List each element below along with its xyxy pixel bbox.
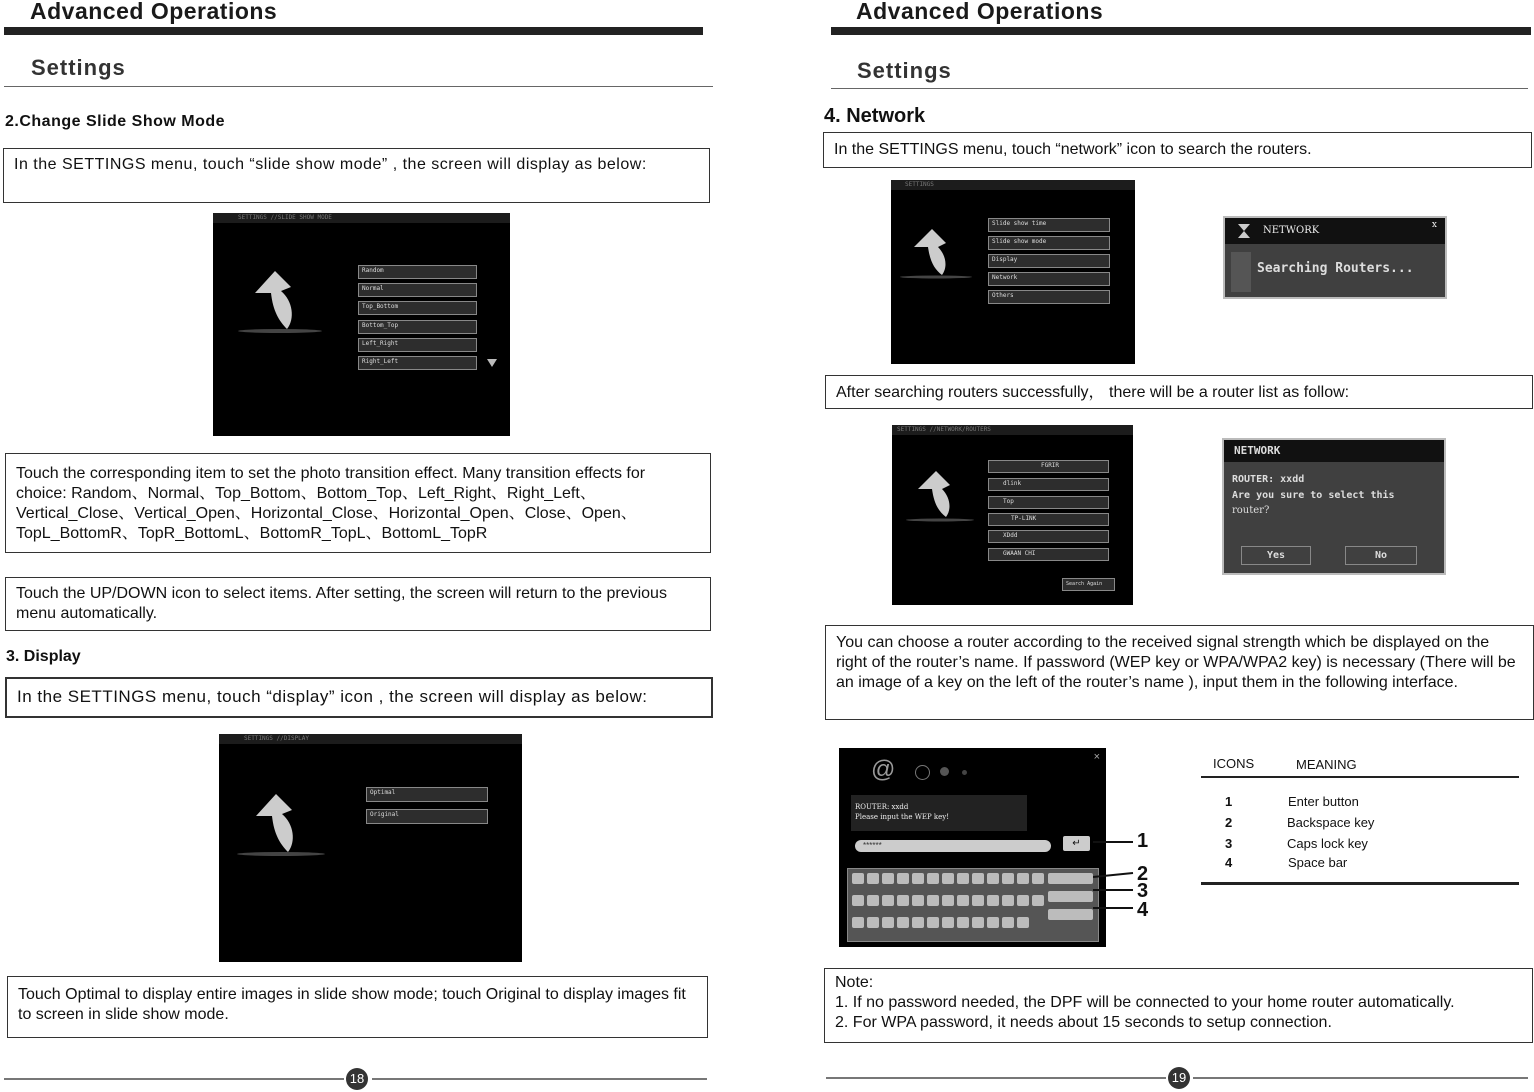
no-button[interactable]: No — [1345, 546, 1417, 565]
icon-num: 2 — [1225, 815, 1233, 830]
menu-item-random[interactable]: Random — [358, 265, 477, 279]
right-header-bar — [831, 27, 1531, 35]
dialog-title: NETWORK — [1263, 225, 1320, 236]
left-footer-rule — [4, 1078, 344, 1080]
menu-item-slide-show-mode[interactable]: Slide show mode — [988, 236, 1110, 250]
router-line: ROUTER: xxdd — [1232, 474, 1305, 485]
screen-title: SETTINGS //SLIDE SHOW MODE — [213, 213, 510, 223]
keyboard-key[interactable] — [972, 873, 984, 884]
callout-2: 2 — [1137, 863, 1149, 885]
keyboard-key[interactable] — [942, 917, 954, 928]
icon-meaning: Backspace key — [1287, 815, 1375, 830]
callout-lines — [1093, 830, 1138, 920]
keyboard-key[interactable] — [912, 917, 924, 928]
menu-item-left-right[interactable]: Left_Right — [358, 338, 477, 352]
keyboard-key[interactable] — [1032, 895, 1044, 906]
menu-item-optimal[interactable]: Optimal — [366, 787, 488, 802]
menu-item-others[interactable]: Others — [988, 290, 1110, 304]
keyboard-key[interactable] — [897, 873, 909, 884]
wep-keyboard-screenshot — [839, 748, 1106, 947]
table-bottom-rule — [1201, 882, 1519, 885]
transition-effects-box: Touch the corresponding item to set the photo transition effect. Many transition effects for choice: Random、Normal、Top_Bottom、Bottom_Top、Left_Right、Right_Left、Vertical_Close、Vertical_Open、Horizontal_Close、Horizontal_Open、Close、Open、TopL_BottomR、TopR_BottomL、BottomR_TopL、BottomL_TopR — [5, 453, 711, 553]
back-arrow-icon — [902, 467, 982, 525]
router-confirm-dialog — [1222, 438, 1446, 575]
dialog-title: NETWORK — [1224, 440, 1444, 462]
network-icon — [940, 767, 949, 776]
keyboard-key[interactable] — [882, 917, 894, 928]
router-item[interactable]: XDdd — [988, 530, 1109, 543]
icon-meaning: Caps lock key — [1287, 836, 1368, 851]
callout-1: 1 — [1137, 830, 1149, 852]
keyboard-key[interactable] — [852, 873, 864, 884]
back-arrow-icon — [234, 786, 329, 861]
router-line: ROUTER: xxdd — [855, 803, 909, 811]
router-item[interactable]: FGRIR — [988, 460, 1109, 473]
section-2-title: 2.Change Slide Show Mode — [5, 113, 226, 130]
keyboard-key[interactable] — [852, 917, 864, 928]
callout-4: 4 — [1137, 899, 1149, 921]
right-subheader-rule — [831, 88, 1528, 89]
left-page-subheader: Settings — [31, 55, 126, 80]
menu-item-normal[interactable]: Normal — [358, 283, 477, 297]
keyboard-key[interactable] — [882, 895, 894, 906]
menu-item-top-bottom[interactable]: Top_Bottom — [358, 301, 477, 315]
page-number-19: 19 — [1168, 1067, 1190, 1089]
keyboard-key[interactable] — [972, 895, 984, 906]
left-header-bar — [4, 27, 703, 35]
router-item[interactable]: GWAAN CHI — [988, 548, 1109, 561]
menu-item-slide-show-time[interactable]: Slide show time — [988, 218, 1110, 232]
prompt-panel — [851, 795, 1027, 831]
enter-button[interactable]: ↵ — [1063, 836, 1090, 851]
note-line-2: 2. For WPA password, it needs about 15 seconds to setup connection. — [835, 1014, 1332, 1031]
router-choice-box: You can choose a router according to the received signal strength which be displayed on the right of the router’s name. If password (WEP key or WPA/WPA2 key) is necessary (There will be an image of a key on the left of the router’s name ), input them in the following interface. — [825, 625, 1534, 720]
routers-screenshot — [892, 425, 1133, 605]
icons-column-header: ICONS — [1213, 756, 1255, 771]
confirm-question-end: router? — [1232, 505, 1270, 516]
space-bar-key[interactable] — [1048, 909, 1093, 920]
right-footer-rule-right — [1193, 1077, 1528, 1079]
note-title: Note: — [835, 974, 874, 991]
scroll-down-icon[interactable] — [486, 358, 498, 368]
table-top-rule — [1201, 776, 1519, 778]
icon-num: 3 — [1225, 836, 1233, 851]
screen-title: SETTINGS //DISPLAY — [219, 734, 522, 744]
menu-item-original[interactable]: Original — [366, 809, 488, 824]
keyboard-key[interactable] — [1017, 895, 1029, 906]
meaning-column-header: MEANING — [1296, 757, 1357, 772]
keyboard-key[interactable] — [867, 873, 879, 884]
page-number-18: 18 — [346, 1068, 368, 1090]
slideshow-mode-screenshot — [213, 213, 510, 436]
note-box — [824, 968, 1533, 1043]
keyboard-key[interactable] — [912, 873, 924, 884]
router-item[interactable]: dlink — [988, 478, 1109, 491]
right-footer-rule — [826, 1077, 1166, 1079]
password-input[interactable]: ****** — [855, 840, 1051, 852]
updown-instruction-box: Touch the UP/DOWN icon to select items. After setting, the screen will return to the previous menu automatically. — [5, 577, 711, 631]
left-footer-rule-right — [372, 1078, 707, 1080]
keyboard-key[interactable] — [912, 895, 924, 906]
icon-meaning: Space bar — [1288, 855, 1348, 870]
menu-item-display[interactable]: Display — [988, 254, 1110, 268]
keyboard-key[interactable] — [942, 895, 954, 906]
slideshow-intro-box: In the SETTINGS menu, touch “slide show mode” , the screen will display as below: — [3, 148, 710, 203]
callout-3: 3 — [1137, 880, 1149, 902]
keyboard-key[interactable] — [987, 917, 999, 928]
keyboard-key[interactable] — [1032, 873, 1044, 884]
confirm-question: Are you sure to select this — [1232, 490, 1395, 501]
section-4-title: 4. Network — [824, 105, 926, 127]
keyboard-key[interactable] — [867, 895, 879, 906]
display-intro-box: In the SETTINGS menu, touch “display” icon , the screen will display as below: — [5, 677, 713, 718]
settings-screenshot — [891, 180, 1135, 364]
back-arrow-icon — [235, 263, 325, 338]
keyboard — [847, 868, 1099, 942]
left-page-header: Advanced Operations — [30, 0, 278, 24]
left-subheader-rule — [4, 86, 713, 87]
right-page-header: Advanced Operations — [856, 0, 1104, 24]
menu-item-right-left[interactable]: Right_Left — [358, 356, 477, 370]
keyboard-key[interactable] — [957, 895, 969, 906]
keyboard-key[interactable] — [1017, 917, 1029, 928]
back-arrow-icon — [896, 225, 981, 280]
keyboard-key[interactable] — [1017, 873, 1029, 884]
menu-item-network[interactable]: Network — [988, 272, 1110, 286]
keyboard-key[interactable] — [897, 895, 909, 906]
wep-prompt: Please input the WEP key! — [855, 813, 950, 821]
hourglass-icon — [1237, 223, 1251, 239]
backspace-key[interactable] — [1048, 873, 1093, 884]
icon-num: 1 — [1225, 794, 1233, 809]
icon-meaning: Enter button — [1288, 794, 1359, 809]
keyboard-key[interactable] — [1002, 873, 1014, 884]
keyboard-key[interactable] — [987, 873, 999, 884]
section-3-title: 3. Display — [6, 648, 81, 665]
network-intro-box: In the SETTINGS menu, touch “network” icon to search the routers. — [823, 132, 1532, 168]
close-icon[interactable]: x — [1431, 220, 1437, 230]
optimal-original-box: Touch Optimal to display entire images in slide show mode; touch Original to display images fit to screen in slide show mode. — [7, 976, 708, 1038]
screen-title: SETTINGS //NETWORK/ROUTERS — [892, 425, 1133, 435]
keyboard-key[interactable] — [942, 873, 954, 884]
router-list-intro-box: After searching routers successfully， there will be a router list as follow: — [825, 375, 1533, 409]
icon-num: 4 — [1225, 855, 1233, 870]
keyboard-key[interactable] — [987, 895, 999, 906]
keyboard-key[interactable] — [852, 895, 864, 906]
caps-lock-key[interactable] — [1048, 891, 1093, 902]
keyboard-key[interactable] — [972, 917, 984, 928]
at-icon: @ — [871, 756, 896, 783]
display-screenshot — [219, 734, 522, 962]
right-page-subheader: Settings — [857, 58, 952, 83]
note-line-1: 1. If no password needed, the DPF will be connected to your home router automatically. — [835, 994, 1455, 1011]
keyboard-key[interactable] — [927, 895, 939, 906]
dialog-titlebar — [1225, 218, 1445, 244]
yes-button[interactable]: Yes — [1241, 546, 1311, 565]
router-item[interactable]: Top — [988, 496, 1109, 509]
keyboard-key[interactable] — [927, 917, 939, 928]
searching-message: Searching Routers... — [1257, 261, 1414, 276]
keyboard-key[interactable] — [1002, 917, 1014, 928]
status-dot-icon — [962, 770, 967, 775]
close-icon[interactable]: × — [1093, 751, 1100, 763]
dialog-icon-panel — [1231, 252, 1251, 292]
keyboard-key[interactable] — [927, 873, 939, 884]
keyboard-key[interactable] — [957, 917, 969, 928]
keyboard-key[interactable] — [882, 873, 894, 884]
screen-title: SETTINGS — [891, 180, 1135, 190]
menu-item-bottom-top[interactable]: Bottom_Top — [358, 320, 477, 334]
router-item[interactable]: TP-LINK — [988, 513, 1109, 526]
keyboard-key[interactable] — [957, 873, 969, 884]
keyboard-key[interactable] — [897, 917, 909, 928]
search-again-button[interactable]: Search Again — [1062, 578, 1115, 591]
keyboard-key[interactable] — [867, 917, 879, 928]
keyboard-key[interactable] — [1002, 895, 1014, 906]
network-searching-dialog — [1223, 216, 1447, 299]
settings-icon — [915, 765, 930, 780]
